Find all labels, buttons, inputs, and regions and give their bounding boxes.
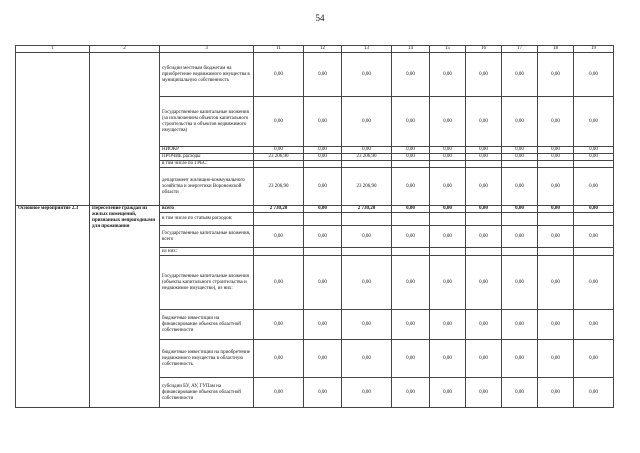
value-cell: 0,00 — [574, 147, 614, 154]
row-label: департамент жилищно-коммунального хозяйства и энергетики Воронежской области — [160, 168, 254, 206]
value-cell: 0,00 — [466, 256, 502, 310]
value-cell: 0,00 — [574, 168, 614, 206]
row-label: всего — [160, 206, 254, 213]
value-cell — [502, 213, 538, 226]
row-label: ПРОЧИЕ расходы — [160, 154, 254, 161]
value-cell: 0,00 — [304, 256, 342, 310]
value-cell: 0,00 — [466, 97, 502, 147]
value-cell: 0,00 — [502, 168, 538, 206]
value-cell: 0,00 — [538, 226, 574, 248]
value-cell — [304, 161, 342, 168]
value-cell: 0,00 — [466, 310, 502, 340]
value-cell: 0,00 — [304, 310, 342, 340]
value-cell: 23 206,90 — [254, 154, 304, 161]
value-cell: 0,00 — [430, 378, 466, 408]
value-cell — [254, 213, 304, 226]
value-cell — [254, 161, 304, 168]
value-cell: 0,00 — [254, 378, 304, 408]
value-cell: 0,00 — [466, 53, 502, 97]
value-cell: 0,00 — [304, 206, 342, 213]
column-header: 12 — [304, 46, 342, 53]
value-cell: 0,00 — [304, 147, 342, 154]
row-label: в том числе по статьям расходов: — [160, 213, 254, 226]
value-cell — [392, 213, 430, 226]
empty-cell — [16, 53, 90, 206]
value-cell — [574, 248, 614, 256]
value-cell: 2 730,20 — [254, 206, 304, 213]
column-header: 13 — [342, 46, 392, 53]
value-cell: 0,00 — [254, 147, 304, 154]
value-cell: 0,00 — [538, 154, 574, 161]
value-cell: 0,00 — [502, 206, 538, 213]
value-cell: 0,00 — [392, 53, 430, 97]
value-cell — [466, 213, 502, 226]
value-cell — [466, 161, 502, 168]
value-cell: 0,00 — [466, 340, 502, 378]
value-cell: 0,00 — [502, 378, 538, 408]
row-label: Государственные капитальные вложения (за исключением объектов капитального строительства и объектов недвижимого имущества) — [160, 97, 254, 147]
value-cell: 0,00 — [430, 147, 466, 154]
value-cell — [502, 248, 538, 256]
value-cell: 0,00 — [538, 97, 574, 147]
value-cell — [538, 213, 574, 226]
value-cell: 0,00 — [466, 154, 502, 161]
value-cell: 0,00 — [538, 378, 574, 408]
value-cell: 0,00 — [574, 378, 614, 408]
row-label: бюджетные инвестиции на приобретение недвижимого имущества в областную собственность — [160, 340, 254, 378]
value-cell: 0,00 — [304, 97, 342, 147]
value-cell: 0,00 — [538, 147, 574, 154]
value-cell: 0,00 — [538, 53, 574, 97]
value-cell — [254, 248, 304, 256]
page-number: 54 — [315, 13, 325, 23]
value-cell: 23 206,90 — [254, 168, 304, 206]
value-cell — [430, 248, 466, 256]
value-cell — [466, 248, 502, 256]
column-header: 2 — [90, 46, 160, 53]
value-cell: 0,00 — [392, 206, 430, 213]
value-cell — [430, 213, 466, 226]
value-cell: 0,00 — [466, 226, 502, 248]
value-cell: 23 206,90 — [342, 154, 392, 161]
value-cell — [342, 213, 392, 226]
value-cell: 0,00 — [304, 168, 342, 206]
value-cell — [304, 248, 342, 256]
value-cell: 0,00 — [254, 340, 304, 378]
value-cell: 0,00 — [574, 154, 614, 161]
value-cell: 0,00 — [342, 53, 392, 97]
value-cell: 0,00 — [502, 340, 538, 378]
column-header: 16 — [466, 46, 502, 53]
value-cell: 0,00 — [430, 206, 466, 213]
row-label: из них: — [160, 248, 254, 256]
table-row — [16, 206, 614, 213]
value-cell: 0,00 — [538, 310, 574, 340]
column-header: 14 — [392, 46, 430, 53]
value-cell: 0,00 — [254, 226, 304, 248]
value-cell — [574, 161, 614, 168]
value-cell: 0,00 — [392, 226, 430, 248]
value-cell: 23 206,90 — [342, 168, 392, 206]
row-label: Государственные капитальные вложения (объекты капитального строительства и недвижимое имущество), из них: — [160, 256, 254, 310]
row-label: бюджетные инвестиции на финансирование объектов областной собственности — [160, 310, 254, 340]
value-cell: 0,00 — [392, 256, 430, 310]
value-cell: 0,00 — [342, 147, 392, 154]
value-cell: 0,00 — [466, 147, 502, 154]
column-header: 19 — [574, 46, 614, 53]
row-label: НИОКР — [160, 147, 254, 154]
value-cell: 0,00 — [430, 168, 466, 206]
value-cell: 0,00 — [466, 168, 502, 206]
value-cell — [430, 161, 466, 168]
column-header: 1 — [16, 46, 90, 53]
value-cell: 0,00 — [392, 154, 430, 161]
value-cell — [538, 161, 574, 168]
value-cell: 0,00 — [502, 97, 538, 147]
value-cell: 0,00 — [502, 226, 538, 248]
value-cell: 0,00 — [574, 310, 614, 340]
value-cell: 0,00 — [574, 340, 614, 378]
measure-description: Переселение граждан из жилых помещений, признанных непригодными для проживания — [90, 206, 160, 408]
value-cell: 0,00 — [342, 226, 392, 248]
value-cell: 0,00 — [466, 378, 502, 408]
table-row — [16, 53, 614, 97]
value-cell: 0,00 — [502, 147, 538, 154]
row-label: Государственные капитальные вложения, всего — [160, 226, 254, 248]
value-cell: 0,00 — [502, 310, 538, 340]
value-cell: 0,00 — [304, 154, 342, 161]
header-row — [16, 46, 614, 53]
row-label: субсидии БУ, АУ, ГУПам на финансирование объектов областной собственности — [160, 378, 254, 408]
row-label: в том числе по ГРБС: — [160, 161, 254, 168]
measure-title: Основное мероприятие 2.3 — [16, 206, 90, 408]
value-cell: 0,00 — [538, 340, 574, 378]
value-cell: 0,00 — [502, 154, 538, 161]
value-cell: 0,00 — [430, 154, 466, 161]
value-cell: 0,00 — [430, 226, 466, 248]
value-cell: 0,00 — [502, 256, 538, 310]
value-cell: 0,00 — [342, 310, 392, 340]
value-cell: 0,00 — [304, 340, 342, 378]
value-cell — [342, 161, 392, 168]
value-cell: 0,00 — [254, 310, 304, 340]
column-header: 18 — [538, 46, 574, 53]
value-cell: 0,00 — [304, 53, 342, 97]
value-cell: 0,00 — [430, 53, 466, 97]
column-header: 3 — [160, 46, 254, 53]
value-cell: 0,00 — [254, 53, 304, 97]
value-cell: 0,00 — [502, 53, 538, 97]
value-cell: 0,00 — [430, 310, 466, 340]
value-cell — [538, 248, 574, 256]
value-cell: 0,00 — [392, 378, 430, 408]
value-cell: 0,00 — [304, 378, 342, 408]
value-cell: 0,00 — [342, 256, 392, 310]
value-cell: 0,00 — [392, 310, 430, 340]
value-cell: 0,00 — [392, 168, 430, 206]
value-cell: 0,00 — [342, 340, 392, 378]
value-cell: 0,00 — [430, 256, 466, 310]
value-cell: 0,00 — [392, 340, 430, 378]
value-cell: 0,00 — [430, 97, 466, 147]
value-cell — [392, 248, 430, 256]
row-label: субсидии местным бюджетам на приобретение недвижимого имущества в муниципальную собственность — [160, 53, 254, 97]
value-cell: 0,00 — [254, 256, 304, 310]
value-cell: 0,00 — [574, 226, 614, 248]
value-cell: 0,00 — [538, 256, 574, 310]
value-cell: 0,00 — [392, 97, 430, 147]
value-cell: 0,00 — [574, 53, 614, 97]
column-header: 15 — [430, 46, 466, 53]
value-cell: 0,00 — [304, 226, 342, 248]
value-cell: 0,00 — [342, 97, 392, 147]
column-header: 11 — [254, 46, 304, 53]
value-cell: 0,00 — [538, 206, 574, 213]
value-cell: 2 730,20 — [342, 206, 392, 213]
empty-cell — [90, 53, 160, 206]
value-cell: 0,00 — [466, 206, 502, 213]
value-cell: 0,00 — [574, 97, 614, 147]
value-cell: 0,00 — [342, 378, 392, 408]
value-cell: 0,00 — [574, 206, 614, 213]
value-cell: 0,00 — [430, 340, 466, 378]
value-cell: 0,00 — [574, 256, 614, 310]
column-header: 17 — [502, 46, 538, 53]
value-cell — [502, 161, 538, 168]
value-cell: 0,00 — [538, 168, 574, 206]
value-cell: 0,00 — [254, 97, 304, 147]
value-cell — [392, 161, 430, 168]
value-cell — [304, 213, 342, 226]
value-cell: 0,00 — [392, 147, 430, 154]
value-cell — [574, 213, 614, 226]
value-cell — [342, 248, 392, 256]
budget-table — [15, 45, 614, 408]
